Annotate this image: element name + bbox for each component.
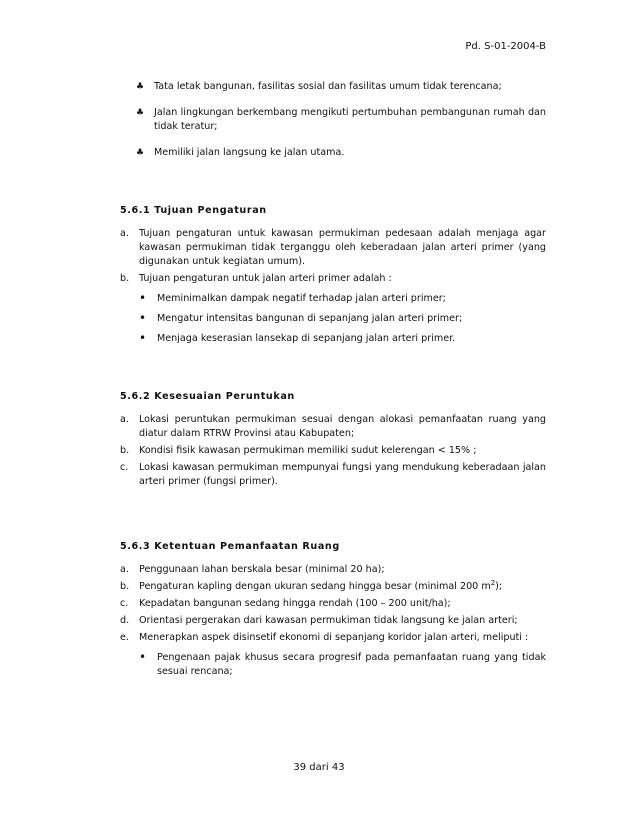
section-title: 5.6.3 Ketentuan Pemanfaatan Ruang xyxy=(120,541,340,552)
list-item: c. Lokasi kawasan permukiman mempunyai fungsi yang mendukung keberadaan jalan arteri primer (fungsi primer). xyxy=(120,462,546,487)
section-title: 5.6.2 Kesesuaian Peruntukan xyxy=(120,391,295,402)
document-code: Pd. S-01-2004-B xyxy=(465,41,546,52)
list-item: d. Orientasi pergerakan dari kawasan permukiman tidak langsung ke jalan arteri; xyxy=(120,615,518,626)
section-title: 5.6.1 Tujuan Pengaturan xyxy=(120,205,267,216)
bullet-icon: • xyxy=(139,331,147,345)
club-bullet-icon: ♣ xyxy=(136,108,145,118)
bullet-icon: • xyxy=(139,650,147,664)
bullet-icon: • xyxy=(139,291,147,305)
bullet-item: • Meminimalkan dampak negatif terhadap jalan arteri primer; xyxy=(139,291,446,305)
list-item: a. Lokasi peruntukan permukiman sesuai dengan alokasi pemanfaatan ruang yang diatur dalam RTRW Provinsi atau Kabupaten; xyxy=(120,414,546,439)
list-item: c. Kepadatan bangunan sedang hingga rendah (100 – 200 unit/ha); xyxy=(120,598,451,609)
club-bullet-icon: ♣ xyxy=(136,82,145,92)
bullet-icon: • xyxy=(139,311,147,325)
list-item: b. Tujuan pengaturan untuk jalan arteri primer adalah : xyxy=(120,273,392,284)
list-item: b. Pengaturan kapling dengan ukuran sedang hingga besar (minimal 200 $m^2$); xyxy=(120,578,503,592)
list-item: ♣ Memiliki jalan langsung ke jalan utama. xyxy=(136,147,345,158)
page-number: 39 dari 43 xyxy=(293,762,345,773)
bullet-item: • Mengatur intensitas bangunan di sepanjang jalan arteri primer; xyxy=(139,311,463,325)
list-item: e. Menerapkan aspek disinsetif ekonomi di sepanjang koridor jalan arteri, meliputi : xyxy=(120,632,529,643)
list-item: a. Penggunaan lahan berskala besar (minimal 20 ha); xyxy=(120,564,385,575)
list-item: ♣ Tata letak bangunan, fasilitas sosial dan fasilitas umum tidak terencana; xyxy=(136,81,502,92)
bullet-item: • Menjaga keserasian lansekap di sepanjang jalan arteri primer. xyxy=(139,331,456,345)
list-item: b. Kondisi fisik kawasan permukiman memiliki sudut kelerengan < 15% ; xyxy=(120,445,477,456)
section-ketentuan-pemanfaatan-ruang xyxy=(120,540,546,685)
section-tujuan-pengaturan xyxy=(120,204,546,352)
list-item: ♣ Jalan lingkungan berkembang mengikuti pertumbuhan pembangunan rumah dan tidak teratur; xyxy=(136,107,546,132)
list-item: a. Tujuan pengaturan untuk kawasan permukiman pedesaan adalah menjaga agar kawasan permukiman tidak terganggu oleh keberadaan jalan arteri primer (yang digunakan untuk kegiatan umum). xyxy=(120,228,546,267)
section-kesesuaian-peruntukan xyxy=(120,390,546,492)
characteristics-list xyxy=(134,80,546,172)
bullet-item: • Pengenaan pajak khusus secara progresif pada pemanfaatan ruang yang tidak sesuai rencana; xyxy=(139,650,546,677)
club-bullet-icon: ♣ xyxy=(136,148,145,158)
